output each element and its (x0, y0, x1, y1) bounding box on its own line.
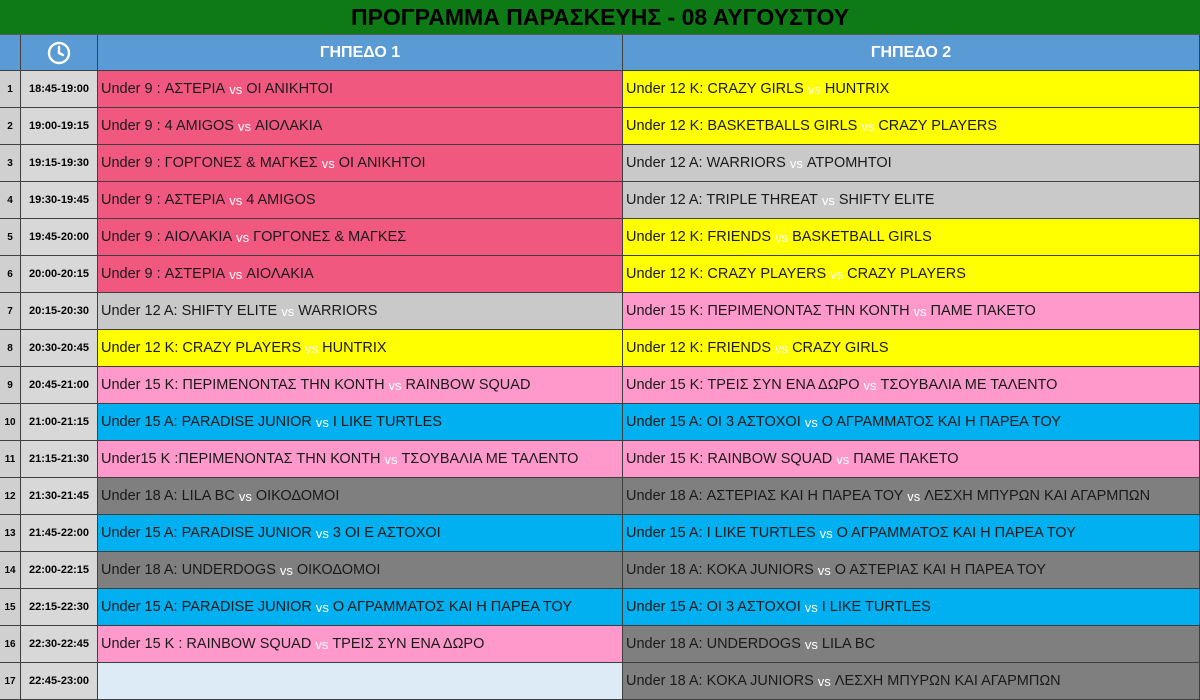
match-team-2: ΛΕΣΧΗ ΜΠΥΡΩΝ ΚΑΙ ΑΓΑΡΜΠΩΝ (834, 673, 1061, 689)
court-1-match (98, 478, 623, 515)
court-2-match (623, 515, 1200, 552)
vs-label: vs (238, 488, 252, 504)
court-2-match (623, 367, 1200, 404)
match-team-2: 4 AMIGOS (246, 192, 316, 208)
match-team-2: 3 ΟΙ Ε ΑΣΤΟΧΟΙ (332, 525, 441, 541)
match-team-2: BASKETBALL GIRLS (792, 229, 932, 245)
row-number: 3 (0, 145, 21, 182)
vs-label: vs (305, 340, 319, 356)
vs-label: vs (817, 673, 831, 689)
court-2-match (623, 293, 1200, 330)
match-team-2: ΓΟΡΓΟΝΕΣ & ΜΑΓΚΕΣ (253, 229, 407, 245)
vs-label: vs (804, 636, 818, 652)
match-team-1: Under 18 A: UNDERDOGS (101, 562, 276, 578)
header-court-2: ΓΗΠΕΔΟ 2 (623, 35, 1200, 71)
vs-label: vs (237, 118, 251, 134)
court-2-match (623, 552, 1200, 589)
match-team-1: Under 12 K: CRAZY GIRLS (626, 81, 804, 97)
row-number: 7 (0, 293, 21, 330)
table-row (0, 441, 1200, 478)
match-team-1: Under 15 A: PARADISE JUNIOR (101, 599, 312, 615)
match-team-1: Under15 K :ΠΕΡΙΜΕΝΟΝΤΑΣ ΤΗΝ ΚΟΝΤΗ (101, 451, 381, 467)
table-row (0, 108, 1200, 145)
match-team-1: Under 12 K: BASKETBALLS GIRLS (626, 118, 858, 134)
row-number: 12 (0, 478, 21, 515)
court-1-match (98, 256, 623, 293)
match-team-2: ΟΙΚΟΔΟΜΟΙ (255, 488, 340, 504)
match-team-2: I LIKE TURTLES (332, 414, 442, 430)
table-row (0, 330, 1200, 367)
match-team-2: I LIKE TURTLES (821, 599, 931, 615)
table-row (0, 552, 1200, 589)
court-1-match (98, 71, 623, 108)
match-team-1: Under 9 : ΑΙΟΛΑΚΙΑ (101, 229, 233, 245)
court-1-match (98, 441, 623, 478)
vs-label: vs (907, 488, 921, 504)
row-number: 10 (0, 404, 21, 441)
time-slot: 20:00-20:15 (21, 256, 98, 293)
time-slot: 22:15-22:30 (21, 589, 98, 626)
match-team-1: Under 12 K: FRIENDS (626, 229, 772, 245)
match-team-2: SHIFTY ELITE (838, 192, 935, 208)
row-number: 1 (0, 71, 21, 108)
court-1-match (98, 330, 623, 367)
match-team-1: Under 15 A: ΟΙ 3 ΑΣΤΟΧΟΙ (626, 414, 801, 430)
header-index-cell (0, 35, 21, 71)
court-2-match (623, 330, 1200, 367)
match-team-2: CRAZY PLAYERS (847, 266, 966, 282)
court-2-match (623, 182, 1200, 219)
match-team-1: Under 12 K: FRIENDS (626, 340, 772, 356)
match-team-2: Ο ΑΓΡΑΜΜΑΤΟΣ ΚΑΙ Η ΠΑΡΕΑ ΤΟΥ (332, 599, 573, 615)
match-team-1: Under 18 A: ΑΣΤΕΡΙΑΣ ΚΑΙ Η ΠΑΡΕΑ ΤΟΥ (626, 488, 904, 504)
match-team-1: Under 9 : 4 AMIGOS (101, 118, 234, 134)
court-1-match (98, 182, 623, 219)
table-row (0, 367, 1200, 404)
table-row (0, 145, 1200, 182)
table-row (0, 478, 1200, 515)
vs-label: vs (315, 599, 329, 615)
vs-label: vs (789, 155, 803, 171)
vs-label: vs (281, 303, 295, 319)
time-slot: 20:30-20:45 (21, 330, 98, 367)
page-title: ΠΡΟΓΡΑΜΜΑ ΠΑΡΑΣΚΕΥΗΣ - 08 ΑΥΓΟΥΣΤΟΥ (0, 0, 1200, 35)
match-team-1: Under 12 A: WARRIORS (626, 155, 786, 171)
vs-label: vs (321, 155, 335, 171)
vs-label: vs (388, 377, 402, 393)
time-slot: 21:00-21:15 (21, 404, 98, 441)
court-1-match (98, 663, 623, 700)
row-number: 15 (0, 589, 21, 626)
header-time-cell (21, 35, 98, 71)
court-2-match (623, 441, 1200, 478)
match-team-1: Under 18 A: LILA BC (101, 488, 235, 504)
match-team-1: Under 9 : ΑΣΤΕΡΙΑ (101, 266, 226, 282)
match-team-2: Ο ΑΓΡΑΜΜΑΤΟΣ ΚΑΙ Η ΠΑΡΕΑ ΤΟΥ (821, 414, 1061, 430)
court-2-match (623, 663, 1200, 700)
vs-label: vs (863, 377, 877, 393)
time-slot: 19:30-19:45 (21, 182, 98, 219)
match-team-1: Under 18 A: KOKA JUNIORS (626, 673, 814, 689)
court-2-match (623, 589, 1200, 626)
court-1-match (98, 626, 623, 663)
match-team-1: Under 9 : ΑΣΤΕΡΙΑ (101, 81, 226, 97)
match-team-1: Under 15 A: PARADISE JUNIOR (101, 525, 312, 541)
court-2-match (623, 626, 1200, 663)
time-slot: 19:45-20:00 (21, 219, 98, 256)
table-row (0, 219, 1200, 256)
time-slot: 19:00-19:15 (21, 108, 98, 145)
vs-label: vs (817, 562, 831, 578)
row-number: 13 (0, 515, 21, 552)
row-number: 9 (0, 367, 21, 404)
table-row (0, 256, 1200, 293)
match-team-1: Under 9 : ΓΟΡΓΟΝΕΣ & ΜΑΓΚΕΣ (101, 155, 318, 171)
match-team-1: Under 15 A: ΟΙ 3 ΑΣΤΟΧΟΙ (626, 599, 801, 615)
match-team-1: Under 15 K: RAINBOW SQUAD (626, 451, 833, 467)
match-team-1: Under 18 A: UNDERDOGS (626, 636, 801, 652)
time-slot: 20:45-21:00 (21, 367, 98, 404)
row-number: 16 (0, 626, 21, 663)
court-2-match (623, 219, 1200, 256)
match-team-2: RAINBOW SQUAD (405, 377, 531, 393)
row-number: 6 (0, 256, 21, 293)
vs-label: vs (804, 599, 818, 615)
clock-icon (47, 41, 71, 65)
vs-label: vs (830, 266, 844, 282)
court-2-match (623, 478, 1200, 515)
match-team-2: ΟΙΚΟΔΟΜΟΙ (296, 562, 381, 578)
match-team-1: Under 12 A: TRIPLE THREAT (626, 192, 818, 208)
time-slot: 21:30-21:45 (21, 478, 98, 515)
table-row (0, 182, 1200, 219)
table-row (0, 293, 1200, 330)
vs-label: vs (836, 451, 850, 467)
time-slot: 22:00-22:15 (21, 552, 98, 589)
table-row (0, 626, 1200, 663)
row-number: 17 (0, 663, 21, 700)
table-row (0, 663, 1200, 700)
match-team-2: ΛΕΣΧΗ ΜΠΥΡΩΝ ΚΑΙ ΑΓΑΡΜΠΩΝ (924, 488, 1151, 504)
vs-label: vs (861, 118, 875, 134)
match-team-1: Under 12 A: SHIFTY ELITE (101, 303, 278, 319)
match-team-1: Under 15 A: I LIKE TURTLES (626, 525, 816, 541)
match-team-2: ΟΙ ΑΝΙΚΗΤΟΙ (338, 155, 426, 171)
time-slot: 21:15-21:30 (21, 441, 98, 478)
match-team-2: ΤΣΟΥΒΑΛΙΑ ΜΕ ΤΑΛΕΝΤΟ (880, 377, 1058, 393)
vs-label: vs (913, 303, 927, 319)
match-team-2: ΠΑΜΕ ΠΑΚΕΤΟ (930, 303, 1036, 319)
match-team-2: ΤΡΕΙΣ ΣΥΝ ΕΝΑ ΔΩΡΟ (332, 636, 485, 652)
vs-label: vs (315, 636, 329, 652)
match-team-1: Under 12 K: CRAZY PLAYERS (626, 266, 827, 282)
court-1-match (98, 108, 623, 145)
match-team-1: Under 15 A: PARADISE JUNIOR (101, 414, 312, 430)
time-slot: 22:30-22:45 (21, 626, 98, 663)
header-court-1: ΓΗΠΕΔΟ 1 (98, 35, 623, 71)
vs-label: vs (384, 451, 398, 467)
vs-label: vs (229, 81, 243, 97)
court-1-match (98, 589, 623, 626)
table-row (0, 515, 1200, 552)
match-team-2: Ο ΑΣΤΕΡΙΑΣ ΚΑΙ Η ΠΑΡΕΑ ΤΟΥ (834, 562, 1046, 578)
time-slot: 21:45-22:00 (21, 515, 98, 552)
court-1-match (98, 552, 623, 589)
match-team-2: CRAZY GIRLS (792, 340, 889, 356)
vs-label: vs (775, 229, 789, 245)
vs-label: vs (775, 340, 789, 356)
time-slot: 19:15-19:30 (21, 145, 98, 182)
row-number: 14 (0, 552, 21, 589)
row-number: 5 (0, 219, 21, 256)
vs-label: vs (819, 525, 833, 541)
match-team-2: ΑΤΡΟΜΗΤΟΙ (806, 155, 892, 171)
court-2-match (623, 404, 1200, 441)
match-team-2: CRAZY PLAYERS (878, 118, 998, 134)
vs-label: vs (229, 192, 243, 208)
table-row (0, 589, 1200, 626)
court-1-match (98, 293, 623, 330)
court-2-match (623, 256, 1200, 293)
row-number: 2 (0, 108, 21, 145)
match-team-1: Under 15 K: ΠΕΡΙΜΕΝΟΝΤΑΣ ΤΗΝ ΚΟΝΤΗ (101, 377, 385, 393)
vs-label: vs (279, 562, 293, 578)
match-team-2: ΟΙ ΑΝΙΚΗΤΟΙ (246, 81, 333, 97)
court-1-match (98, 515, 623, 552)
match-team-2: ΤΣΟΥΒΑΛΙΑ ΜΕ ΤΑΛΕΝΤΟ (401, 451, 579, 467)
table-row (0, 71, 1200, 108)
match-team-1: Under 15 K : RAINBOW SQUAD (101, 636, 312, 652)
court-1-match (98, 145, 623, 182)
court-2-match (623, 108, 1200, 145)
court-2-match (623, 71, 1200, 108)
vs-label: vs (229, 266, 243, 282)
table-row (0, 404, 1200, 441)
court-1-match (98, 404, 623, 441)
match-team-1: Under 12 K: CRAZY PLAYERS (101, 340, 302, 356)
match-team-2: ΑΙΟΛΑΚΙΑ (254, 118, 323, 134)
vs-label: vs (315, 414, 329, 430)
match-team-1: Under 15 K: ΤΡΕΙΣ ΣΥΝ ΕΝΑ ΔΩΡΟ (626, 377, 860, 393)
vs-label: vs (236, 229, 250, 245)
time-slot: 18:45-19:00 (21, 71, 98, 108)
court-1-match (98, 367, 623, 404)
schedule-table (0, 71, 1200, 700)
time-slot: 22:45-23:00 (21, 663, 98, 700)
vs-label: vs (315, 525, 329, 541)
match-team-2: LILA BC (821, 636, 876, 652)
row-number: 8 (0, 330, 21, 367)
match-team-2: Ο ΑΓΡΑΜΜΑΤΟΣ ΚΑΙ Η ΠΑΡΕΑ ΤΟΥ (836, 525, 1076, 541)
time-slot: 20:15-20:30 (21, 293, 98, 330)
match-team-2: ΑΙΟΛΑΚΙΑ (246, 266, 314, 282)
match-team-2: HUNTRIX (322, 340, 387, 356)
court-1-match (98, 219, 623, 256)
match-team-2: ΠΑΜΕ ΠΑΚΕΤΟ (853, 451, 959, 467)
row-number: 11 (0, 441, 21, 478)
match-team-2: WARRIORS (298, 303, 378, 319)
match-team-2: HUNTRIX (824, 81, 890, 97)
row-number: 4 (0, 182, 21, 219)
match-team-1: Under 15 K: ΠΕΡΙΜΕΝΟΝΤΑΣ ΤΗΝ ΚΟΝΤΗ (626, 303, 910, 319)
court-2-match (623, 145, 1200, 182)
match-team-1: Under 9 : ΑΣΤΕΡΙΑ (101, 192, 226, 208)
vs-label: vs (807, 81, 821, 97)
vs-label: vs (821, 192, 835, 208)
vs-label: vs (804, 414, 818, 430)
match-team-1: Under 18 A: KOKA JUNIORS (626, 562, 814, 578)
